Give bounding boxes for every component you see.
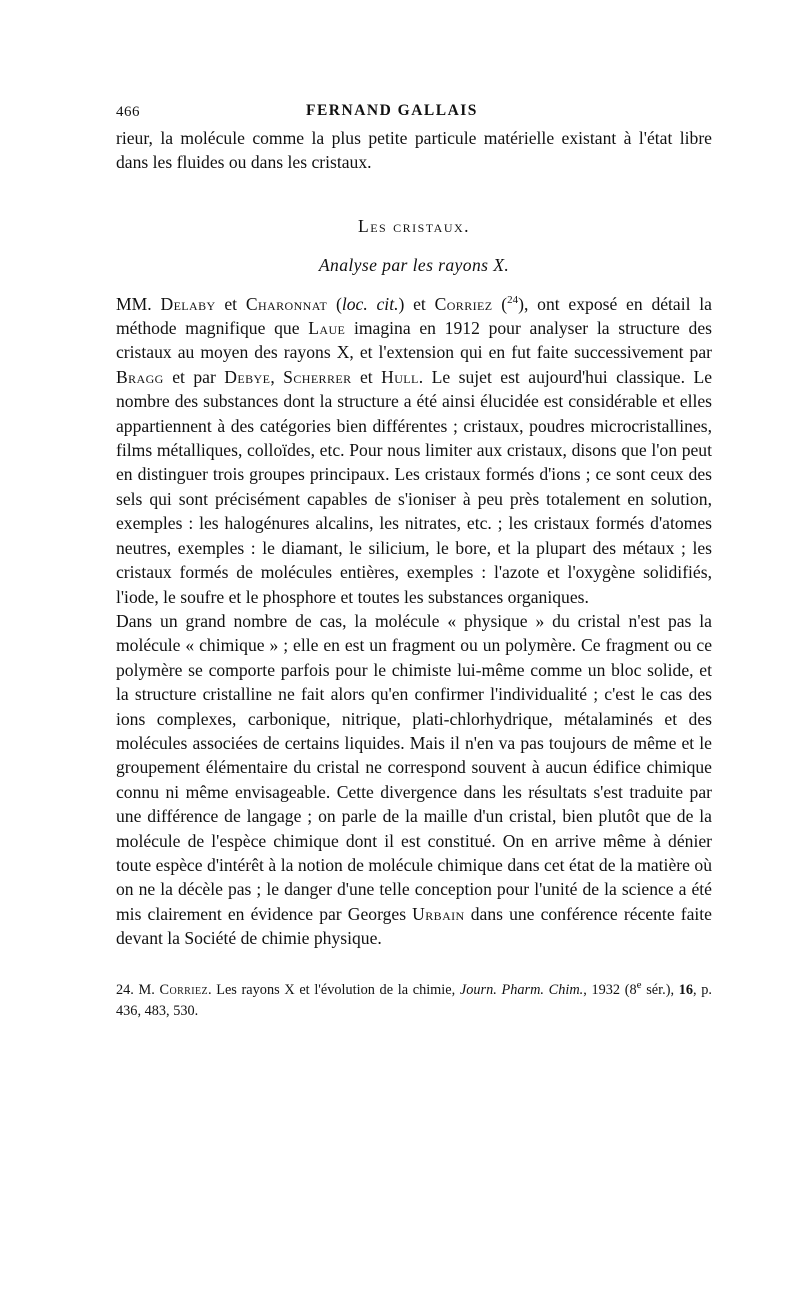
text-run: et par	[163, 366, 225, 387]
text-run: ) et	[398, 293, 435, 314]
text-run: ,	[270, 366, 284, 387]
text-run: et	[215, 293, 246, 314]
continued-paragraph: rieur, la molécule comme la plus petite particule matérielle existant à l'état libre dans les fluides ou dans les cristaux.	[116, 128, 712, 173]
author-name: Corriez	[159, 981, 208, 998]
author-name: Debye	[224, 366, 271, 387]
text-run: , p. 436, 483, 530.	[116, 981, 712, 1020]
author-name: Urbain	[412, 903, 465, 924]
volume-number: 16	[678, 981, 694, 998]
author-name: Charonnat	[245, 293, 328, 314]
text-run: MM.	[116, 293, 161, 314]
author-name: Hull	[381, 366, 419, 387]
author-name: Laue	[308, 318, 346, 339]
text-run: . Les rayons X et l'évolution de la chimie,	[207, 981, 460, 998]
text-run: dans une conférence récente faite devant la Société de chimie physique.	[116, 903, 712, 949]
text-run: (	[327, 293, 342, 314]
author-name: Bragg	[116, 366, 164, 387]
footnote-24	[116, 980, 712, 1023]
author-name: Scherrer	[283, 366, 352, 387]
section-subtitle: Analyse par les rayons X.	[318, 255, 510, 276]
section-title: Les cristaux.	[357, 215, 471, 236]
running-header	[116, 96, 712, 126]
author-name: Corriez	[434, 293, 493, 314]
paragraph-molecule-physique	[116, 609, 712, 951]
journal-title: Journ. Pharm. Chim.	[459, 981, 584, 998]
author-name: Delaby	[160, 293, 216, 314]
footnote-reference[interactable]: 24	[507, 293, 519, 306]
text-run: sér.),	[641, 981, 679, 998]
citation-loc-cit: loc. cit.	[341, 293, 399, 314]
page-number: 466	[116, 104, 140, 120]
text-run: et	[351, 366, 382, 387]
text-run: 24. M.	[116, 981, 160, 998]
text-run: Dans un grand nombre de cas, la molécule « physique » du cristal n'est pas la molécule « chimique » ; elle en est un fragment ou un polymère. Ce fragment ou ce polymère se comporte parfois pour le chimiste lui-même comme un bloc solide, et la structure cristalline ne fait alors qu'en confirmer l'individualité ; c'est le cas des ions complexes, carbonique, nitrique, plati-chlorhydrique, métalaminés et des molécules associées de certains liquides. Mais il n'en va pas toujours de même et le groupement élémentaire du cristal ne correspond souvent à aucun édifice chimique connu ni même envisageable. Cette divergence dans les résultats s'est traduite par une différence de langage ; on parle de la maille d'un cristal, bien plutôt que de la molécule de l'espèce chimique dont il est constitué. On en arrive même à dénier toute espèce d'intérêt à la notion de molécule chimique dans cet état de la matière où on ne la décèle pas ; le danger d'une telle conception pour l'unité de la science a été mis clairement en évidence par Georges	[116, 610, 712, 924]
book-page	[116, 96, 712, 1023]
text-run: (	[492, 293, 508, 314]
ordinal-superscript: e	[636, 978, 642, 991]
text-run: , 1932 (8	[583, 981, 637, 998]
paragraph-laue-method	[116, 292, 712, 609]
text-run: . Le sujet est aujourd'hui classique. Le nombre des substances dont la structure a été ainsi élucidée est considérable et elles appartiennent à des catégories bien différentes ; cristaux, poudres microcristallines, films métalliques, colloïdes, etc. Pour nous limiter aux cristaux, disons que l'on peut en distinguer trois groupes principaux. Les cristaux formés d'ions ; ce sont ceux des sels qui sont précisément capables de s'ioniser à peu près totalement en solution, exemples : les halogénures alcalins, les nitrates, etc. ; les cristaux formés d'atomes neutres, exemples : le diamant, le silicium, le bore, et la plupart des métaux ; les cristaux formés de molécules entières, exemples : l'azote et l'oxygène solidifiés, l'iode, le soufre et le phosphore et toutes les substances organiques.	[116, 366, 713, 607]
running-title: FERNAND GALLAIS	[306, 102, 478, 119]
text-run: ), ont exposé en détail la méthode magnifique que	[116, 293, 712, 339]
text-run: imagina en 1912 pour analyser la structure des cristaux au moyen des rayons X, et l'extension qui en fut faite successivement par	[116, 318, 712, 363]
